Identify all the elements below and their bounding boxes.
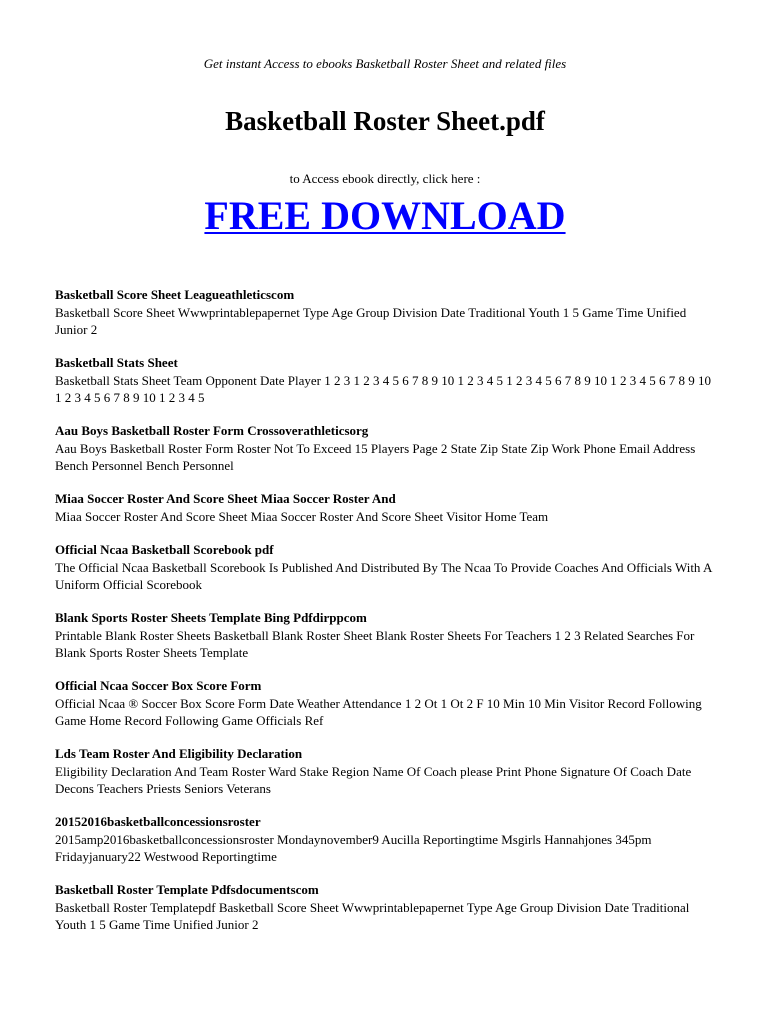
list-item — [55, 677, 720, 729]
entry-description: Eligibility Declaration And Team Roster Ward Stake Region Name Of Coach please Print Phone Signature Of Coach Date Decons Teachers Priests Seniors Veterans — [55, 764, 692, 796]
entry-description: Basketball Stats Sheet Team Opponent Date Player 1 2 3 1 2 3 4 5 6 7 8 9 10 1 2 3 4 5 1 2 3 4 5 6 7 8 9 10 1 2 3 4 5 6 7 8 9 10 1 2 3 4 5 6 7 8 9 10 1 2 3 4 5 — [55, 373, 712, 405]
entry-title: Basketball Score Sheet Leagueathleticscom — [55, 287, 295, 302]
entry-title: Official Ncaa Soccer Box Score Form — [55, 678, 262, 693]
entry-description: Printable Blank Roster Sheets Basketball Blank Roster Sheet Blank Roster Sheets For Teachers 1 2 3 Related Searches For Blank Sports Roster Sheets Template — [55, 628, 695, 660]
list-item — [55, 422, 720, 474]
entry-title: Aau Boys Basketball Roster Form Crossoverathleticsorg — [55, 423, 369, 438]
entry-description: Basketball Roster Templatepdf Basketball Score Sheet Wwwprintablepapernet Type Age Group Division Date Traditional Youth 1 5 Game Time Unified Junior 2 — [55, 900, 690, 932]
entry-title: Official Ncaa Basketball Scorebook pdf — [55, 542, 274, 557]
entry-description: Miaa Soccer Roster And Score Sheet Miaa Soccer Roster And Score Sheet Visitor Home Team — [55, 509, 549, 524]
entry-title: Blank Sports Roster Sheets Template Bing Pdfdirppcom — [55, 610, 367, 625]
list-item — [55, 541, 720, 593]
entry-title: Basketball Stats Sheet — [55, 355, 178, 370]
list-item — [55, 881, 720, 933]
list-item — [55, 354, 720, 406]
page-title: Basketball Roster Sheet.pdf — [225, 106, 545, 136]
entry-title: Lds Team Roster And Eligibility Declaration — [55, 746, 303, 761]
list-item — [55, 813, 720, 865]
list-item — [55, 609, 720, 661]
entry-description: Official Ncaa ® Soccer Box Score Form Date Weather Attendance 1 2 Ot 1 Ot 2 F 10 Min 10 Min Visitor Record Following Game Home Record Following Game Officials Ref — [55, 696, 702, 728]
entry-description: 2015amp2016basketballconcessionsroster Mondaynovember9 Aucilla Reportingtime Msgirls Hannahjones 345pm Fridayjanuary22 Westwood Reportingtime — [55, 832, 652, 864]
header-tagline: Get instant Access to ebooks Basketball Roster Sheet and related files — [203, 56, 567, 71]
entry-title: Miaa Soccer Roster And Score Sheet Miaa Soccer Roster And — [55, 491, 396, 506]
entry-title: 20152016basketballconcessionsroster — [55, 814, 261, 829]
download-link-container — [0, 192, 770, 240]
entry-description: Basketball Score Sheet Wwwprintablepapernet Type Age Group Division Date Traditional Youth 1 5 Game Time Unified Junior 2 — [55, 305, 687, 337]
list-item — [55, 286, 720, 338]
list-item — [55, 745, 720, 797]
entry-description: The Official Ncaa Basketball Scorebook Is Published And Distributed By The Ncaa To Provide Coaches And Officials With A Uniform Official Scorebook — [55, 560, 712, 592]
entry-title: Basketball Roster Template Pdfsdocumentscom — [55, 882, 319, 897]
related-files-list — [55, 286, 720, 949]
free-download-link[interactable]: FREE DOWNLOAD — [204, 193, 566, 238]
access-instructions: to Access ebook directly, click here : — [289, 171, 481, 186]
list-item — [55, 490, 720, 525]
entry-description: Aau Boys Basketball Roster Form Roster Not To Exceed 15 Players Page 2 State Zip State Zip Work Phone Email Address Bench Personnel Bench Personnel — [55, 441, 696, 473]
